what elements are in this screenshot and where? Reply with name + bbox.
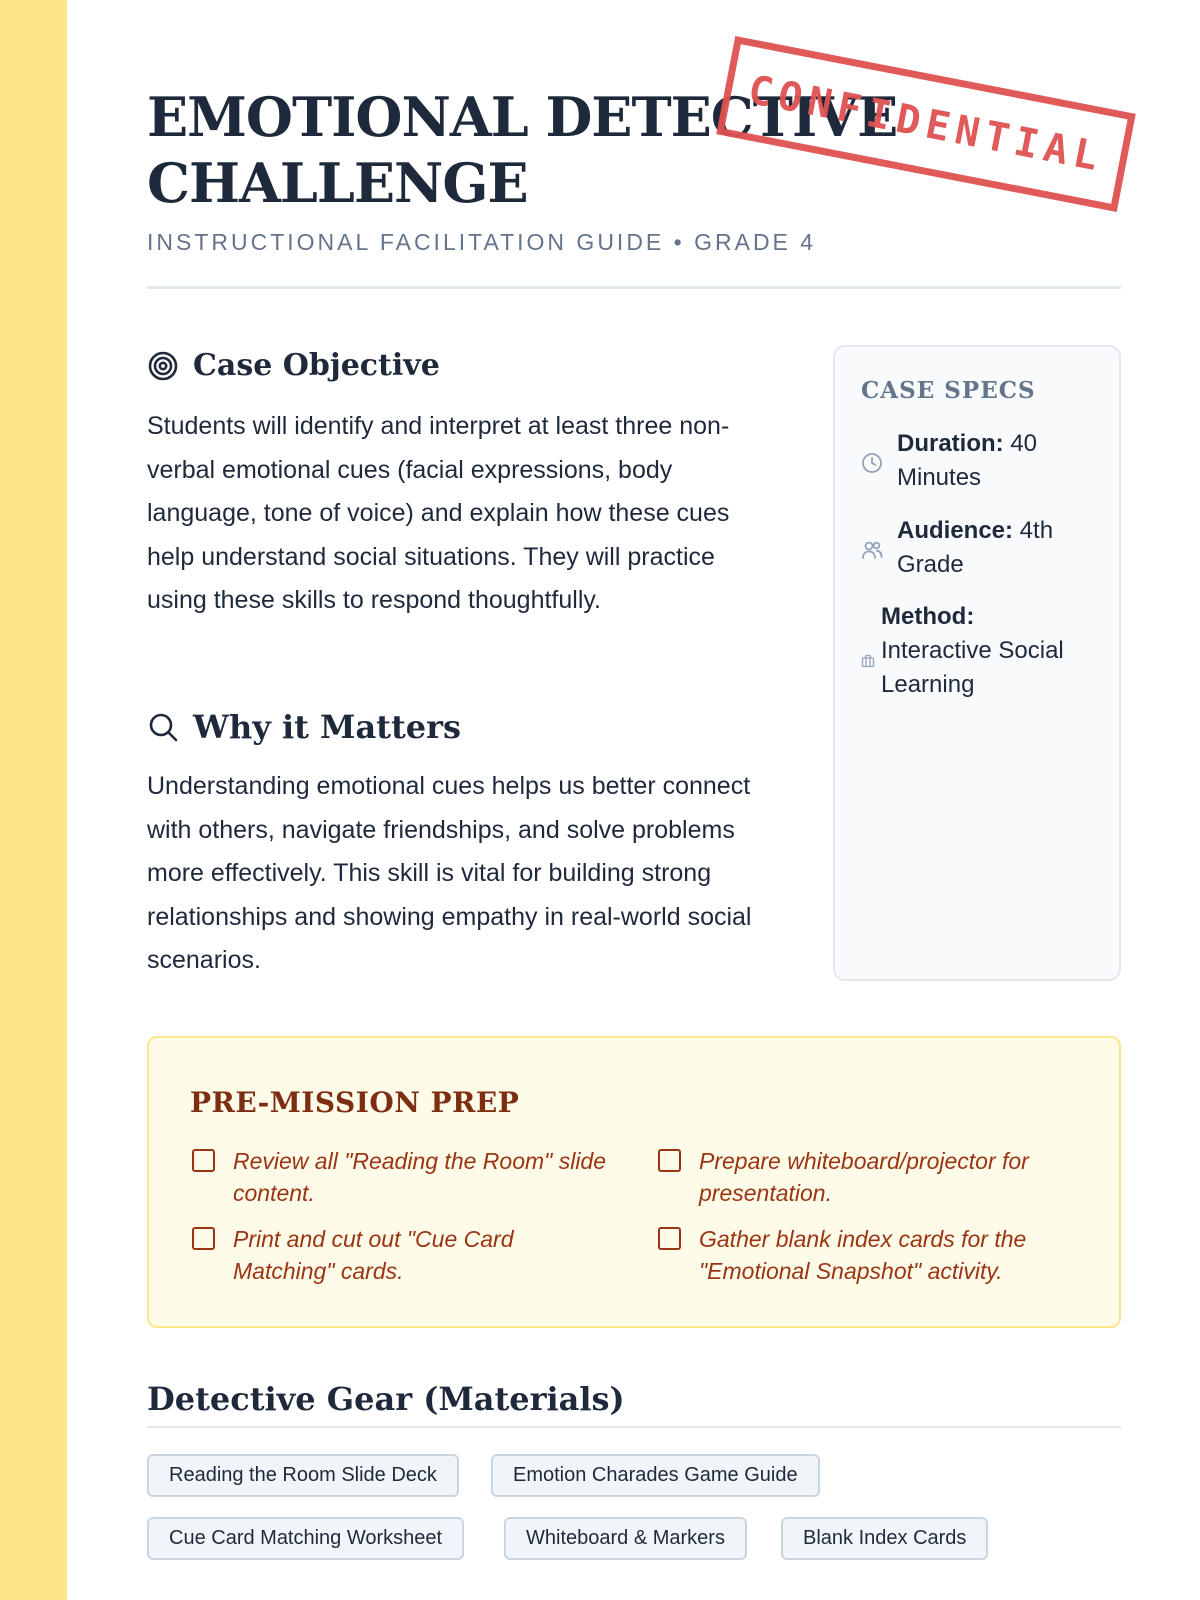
objective-heading-text: Case Objective [193, 348, 440, 383]
spec-audience-label: Audience: [897, 517, 1014, 544]
why-heading-text: Why it Matters [193, 708, 461, 746]
spec-duration [861, 427, 1057, 495]
prep-item [192, 1145, 612, 1209]
spec-method-label: Method: [881, 603, 975, 630]
prep-item-text: Prepare whiteboard/projector for presentation. [699, 1148, 1029, 1206]
search-icon [147, 711, 179, 743]
spec-duration-value: 40 Minutes [897, 430, 1038, 491]
prep-item [658, 1145, 1088, 1209]
objective-heading [147, 348, 440, 383]
material-chip: Emotion Charades Game Guide [491, 1454, 820, 1497]
prep-item-text: Gather blank index cards for the "Emotional Snapshot" activity. [699, 1226, 1027, 1284]
header-divider [147, 286, 1121, 289]
material-chip: Blank Index Cards [781, 1517, 988, 1560]
why-heading [147, 708, 461, 746]
material-chip: Reading the Room Slide Deck [147, 1454, 459, 1497]
page-title: EMOTIONAL DETECTIVE CHALLENGE [147, 85, 898, 215]
case-specs-card [833, 345, 1121, 981]
prep-item-text: Review all "Reading the Room" slide content. [233, 1148, 607, 1206]
checkbox[interactable] [658, 1227, 681, 1250]
prep-title: PRE-MISSION PREP [190, 1086, 520, 1119]
objective-text: Students will identify and interpret at least three non-verbal emotional cues (facial expressions, body language, tone of voice) and explain how these cues help understand social situations. They will practice using these skills to respond thoughtfully. [147, 412, 730, 614]
spec-method [861, 600, 1081, 702]
materials-heading: Detective Gear (Materials) [147, 1380, 625, 1418]
users-icon [861, 537, 883, 559]
checkbox[interactable] [192, 1227, 215, 1250]
spec-audience [861, 514, 1067, 582]
case-specs-title: CASE SPECS [861, 377, 1036, 404]
checkbox[interactable] [192, 1149, 215, 1172]
target-icon [147, 350, 179, 382]
confidential-stamp: CONFIDENTIAL [716, 36, 1136, 212]
pre-mission-prep-box [147, 1036, 1121, 1328]
page-subtitle: INSTRUCTIONAL FACILITATION GUIDE • GRADE 4 [147, 229, 817, 255]
spec-method-value: Interactive Social Learning [881, 637, 1064, 698]
checkbox[interactable] [658, 1149, 681, 1172]
spec-duration-label: Duration: [897, 430, 1004, 457]
prep-item [192, 1223, 612, 1287]
material-chip: Whiteboard & Markers [504, 1517, 747, 1560]
side-accent-bar [0, 0, 67, 1600]
materials-divider [147, 1426, 1121, 1428]
spec-audience-value: 4th Grade [897, 517, 1054, 578]
material-chip: Cue Card Matching Worksheet [147, 1517, 464, 1560]
why-text: Understanding emotional cues helps us better connect with others, navigate friendships, and solve problems more effectively. This skill is vital for building strong relationships and showing empathy in real-world social scenarios. [147, 772, 752, 974]
building-icon [861, 644, 875, 658]
prep-item [658, 1223, 1088, 1287]
clock-icon [861, 450, 883, 472]
prep-item-text: Print and cut out "Cue Card Matching" cards. [233, 1226, 514, 1284]
